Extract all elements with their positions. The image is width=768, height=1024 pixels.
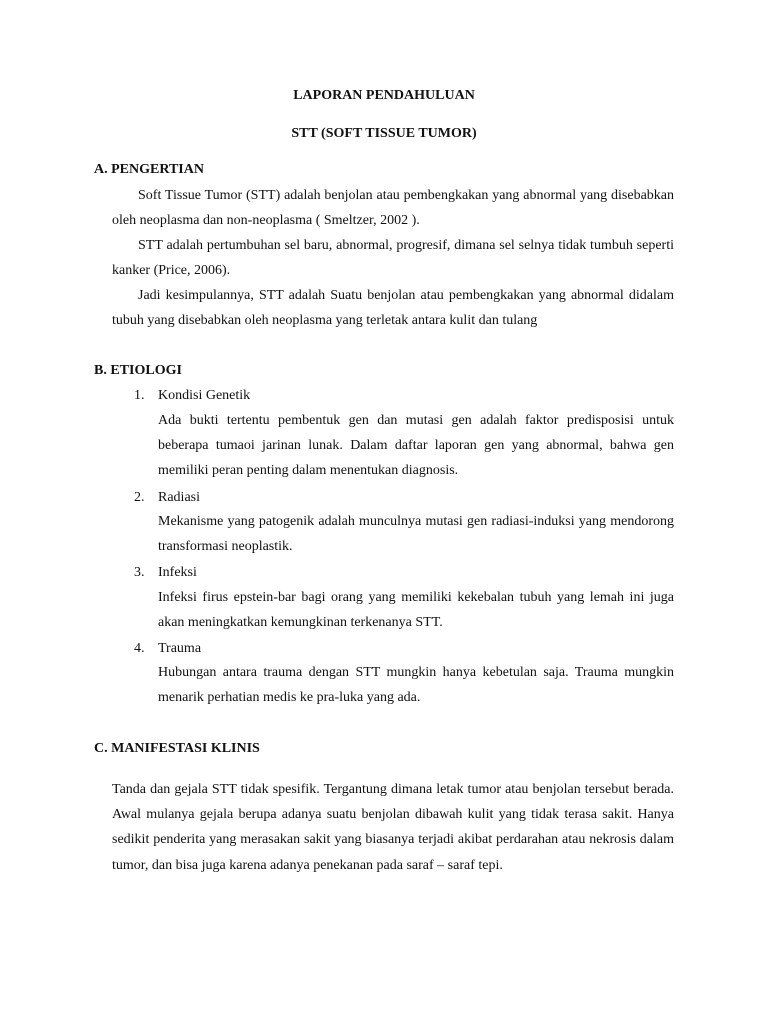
list-item-number: 2. (134, 490, 145, 505)
section-c-paragraph: Tanda dan gejala STT tidak spesifik. Tergantung dimana letak tumor atau benjolan tersebut berada. Awal mulanya gejala berupa adanya suatu benjolan dibawah kulit yang tidak terasa sakit. Hanya sedikit penderita yang merasakan sakit yang biasanya terjadi akibat perdarahan atau nekrosis dalam tumor, dan bisa juga karena adanya penekanan pada saraf – saraf tepi. (112, 782, 674, 873)
list-item-number: 3. (134, 565, 145, 580)
section-a-paragraph-1: Soft Tissue Tumor (STT) adalah benjolan atau pembengkakan yang abnormal yang disebabkan oleh neoplasma dan non-neoplasma ( Smeltzer, 2002 ). (112, 188, 674, 229)
list-item-body: Infeksi firus epstein-bar bagi orang yang memiliki kekebalan tubuh yang lemah ini juga akan meningkatkan kemungkinan terkenanya STT. (158, 590, 674, 631)
section-a-paragraph-3: Jadi kesimpulannya, STT adalah Suatu benjolan atau pembengkakan yang abnormal didalam tubuh yang disebabkan oleh neoplasma yang terletak antara kulit dan tulang (112, 288, 674, 329)
list-item-body: Ada bukti tertentu pembentuk gen dan mutasi gen adalah faktor predisposisi untuk beberapa tumaoi jarinan lunak. Dalam daftar laporan gen yang abnormal, bahwa gen memiliki peran penting dalam menentukan diagnosis. (158, 413, 674, 479)
section-a-heading: A. PENGERTIAN (94, 162, 204, 177)
section-b-heading: B. ETIOLOGI (94, 363, 182, 378)
list-item-title: Infeksi (158, 565, 197, 580)
list-item-body: Mekanisme yang patogenik adalah munculnya mutasi gen radiasi-induksi yang mendorong transformasi neoplastik. (158, 514, 674, 555)
section-a-paragraph-2: STT adalah pertumbuhan sel baru, abnormal, progresif, dimana sel selnya tidak tumbuh seperti kanker (Price, 2006). (112, 238, 674, 279)
section-c-heading: C. MANIFESTASI KLINIS (94, 741, 260, 756)
list-item-body: Hubungan antara trauma dengan STT mungkin hanya kebetulan saja. Trauma mungkin menarik perhatian medis ke pra-luka yang ada. (158, 665, 674, 706)
document-title: LAPORAN PENDAHULUAN (293, 88, 475, 103)
document-subtitle: STT (SOFT TISSUE TUMOR) (291, 126, 477, 141)
list-item-title: Kondisi Genetik (158, 388, 251, 403)
list-item-number: 1. (134, 388, 145, 403)
list-item-number: 4. (134, 641, 145, 656)
list-item-title: Radiasi (158, 490, 200, 505)
list-item-title: Trauma (158, 641, 202, 656)
